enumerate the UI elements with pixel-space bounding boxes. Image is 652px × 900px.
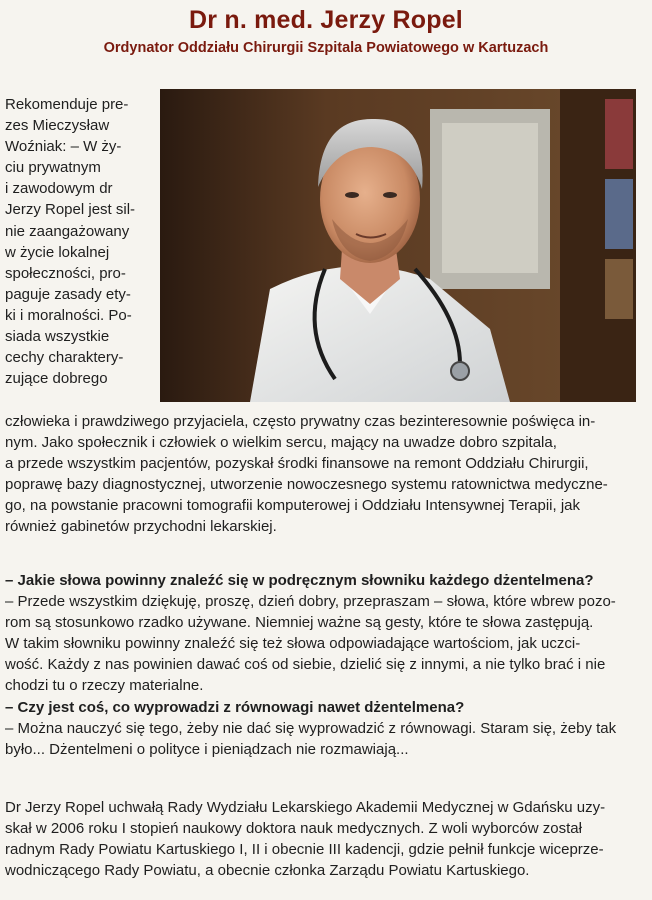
text-line: go, na powstanie pracowni tomografii komputerowej i Oddziału Intensywnej Terapii, jak — [5, 497, 581, 515]
text-line: skał w 2006 roku I stopień naukowy doktora nauk medycznych. Z woli wyborców został — [5, 820, 582, 838]
text-line: nym. Jako społecznik i człowiek o wielkim sercu, mający na uwadze dobro szpitala, — [5, 434, 557, 452]
text-line: Woźniak: – W ży- — [5, 138, 122, 156]
text-line: cechy charaktery- — [5, 349, 124, 367]
text-line: zujące dobrego — [5, 370, 108, 388]
intro-full-width-text — [5, 411, 608, 538]
text-line: i zawodowym dr — [5, 180, 113, 198]
interview-question: – Czy jest coś, co wyprowadzi z równowagi nawet dżentelmena? — [5, 698, 465, 716]
bio-paragraph — [5, 797, 605, 881]
interview-answer-line: – Przede wszystkim dziękuję, proszę, dzień dobry, przepraszam – słowa, które wbrew pozo- — [5, 593, 616, 611]
interview-section — [5, 570, 616, 760]
text-line: w życie lokalnej — [5, 243, 110, 261]
text-line: ciu prywatnym — [5, 159, 101, 177]
text-line: zes Mieczysław — [5, 117, 110, 135]
interview-answer-line: – Można nauczyć się tego, żeby nie dać się wyprowadzić z równowagi. Staram się, żeby tak — [5, 719, 617, 737]
text-line: radnym Rady Powiatu Kartuskiego I, II i obecnie III kadencji, gdzie pełnił funkcje wiceprze- — [5, 841, 604, 859]
text-line: ki i moralności. Po- — [5, 306, 132, 324]
article-subtitle: Ordynator Oddziału Chirurgii Szpitala Powiatowego w Kartuzach — [103, 40, 549, 56]
interview-answer-line: rom są stosunkowo rzadko używane. Niemniej ważne są gesty, które te słowa zastępują. — [5, 614, 594, 632]
text-line: poprawę bazy diagnostycznej, utworzenie nowoczesnego systemu ratownictwa medyczne- — [5, 476, 608, 494]
article-title: Dr n. med. Jerzy Ropel — [189, 6, 463, 34]
portrait-illustration — [160, 89, 636, 402]
text-line: wodniczącego Rady Powiatu, a obecnie członka Zarządu Powiatu Kartuskiego. — [5, 862, 530, 880]
text-line: Rekomenduje pre- — [5, 96, 129, 113]
text-line: Jerzy Ropel jest sil- — [5, 201, 136, 219]
interview-answer-line: wość. Każdy z nas powinien dawać coś od siebie, dzielić się z innymi, a nie tylko brać i nie — [5, 656, 606, 674]
text-line: społeczności, pro- — [5, 264, 126, 282]
text-line: również gabinetów przychodni lekarskiej. — [5, 518, 277, 536]
text-line: paguje zasady ety- — [5, 285, 131, 303]
interview-answer-line: chodzi tu o rzeczy materialne. — [5, 677, 204, 695]
text-line: nie zaangażowany — [5, 222, 130, 240]
intro-column-text — [5, 94, 135, 389]
text-line: człowieka i prawdziwego przyjaciela, często prywatny czas bezinteresownie poświęca in- — [5, 413, 596, 430]
text-line: a przede wszystkim pacjentów, pozyskał środki finansowe na remont Oddziału Chirurgii, — [5, 455, 589, 473]
interview-answer-line: W takim słowniku powinny znaleźć się też słowa odpowiadające wartościom, jak uczci- — [5, 635, 581, 653]
text-line: siada wszystkie — [5, 328, 110, 346]
interview-question: – Jakie słowa powinny znaleźć się w podręcznym słowniku każdego dżentelmena? — [5, 572, 594, 589]
text-line: Dr Jerzy Ropel uchwałą Rady Wydziału Lekarskiego Akademii Medycznej w Gdańsku uzy- — [5, 799, 606, 816]
doctor-portrait-photo — [160, 89, 636, 402]
interview-answer-line: było... Dżentelmeni o polityce i pieniądzach nie rozmawiają... — [5, 740, 409, 758]
